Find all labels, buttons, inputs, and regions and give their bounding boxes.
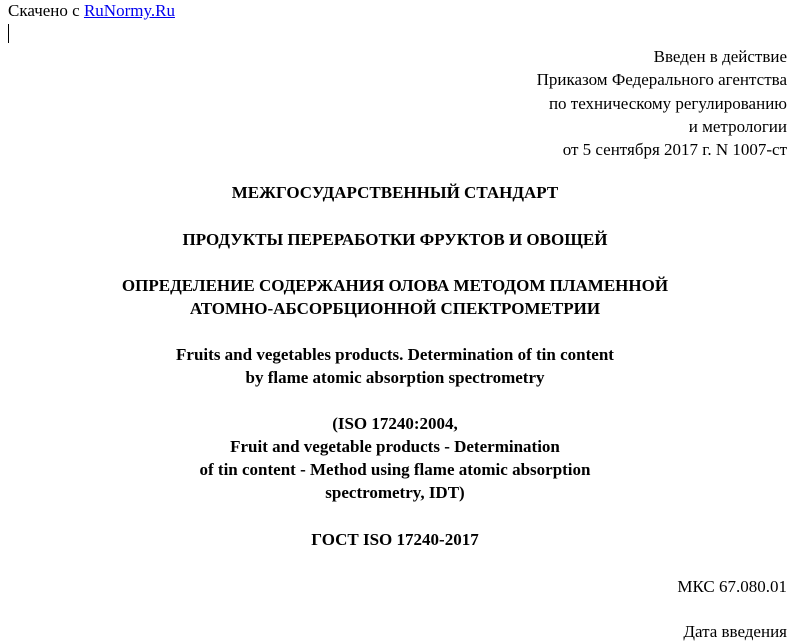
text-cursor — [8, 24, 9, 43]
standard-type: МЕЖГОСУДАРСТВЕННЫЙ СТАНДАРТ — [231, 183, 559, 202]
title-ru-heading — [0, 228, 790, 251]
download-source-prefix: Скачено с — [8, 1, 84, 20]
download-source-line — [8, 1, 175, 21]
adoption-line: по техническому регулированию — [548, 93, 787, 113]
subtitle-ru-line: АТОМНО-АБСОРБЦИОННОЙ СПЕКТРОМЕТРИИ — [189, 299, 601, 318]
title-en-line: Fruits and vegetables products. Determination of tin content — [176, 345, 614, 364]
runormy-link[interactable]: RuNormy.Ru — [83, 1, 175, 20]
intro-date-label: Дата введения — [683, 622, 787, 641]
adoption-block — [537, 45, 787, 161]
adoption-line: от 5 сентября 2017 г. N 1007-ст — [562, 140, 787, 160]
adoption-line: Введен в действие — [653, 47, 787, 66]
iso-reference-block — [0, 412, 790, 504]
title-ru: ПРОДУКТЫ ПЕРЕРАБОТКИ ФРУКТОВ И ОВОЩЕЙ — [182, 230, 608, 249]
iso-reference-line: (ISO 17240:2004, — [332, 414, 458, 433]
iso-reference-line: spectrometry, IDT) — [325, 483, 465, 502]
title-en-heading — [0, 343, 790, 389]
iso-reference-line: Fruit and vegetable products - Determination — [230, 437, 560, 456]
gost-number-heading — [0, 528, 790, 551]
iso-reference-line: of tin content - Method using flame atomic absorption — [199, 460, 591, 479]
subtitle-ru-line: ОПРЕДЕЛЕНИЕ СОДЕРЖАНИЯ ОЛОВА МЕТОДОМ ПЛАМЕННОЙ — [121, 276, 669, 295]
mks-code: МКС 67.080.01 — [677, 577, 787, 596]
gost-number: ГОСТ ISO 17240-2017 — [311, 530, 479, 549]
adoption-line: и метрологии — [688, 116, 787, 136]
title-en-line: by flame atomic absorption spectrometry — [245, 368, 545, 387]
subtitle-ru-heading — [0, 274, 790, 320]
adoption-line: Приказом Федерального агентства — [536, 70, 787, 90]
standard-type-heading — [0, 181, 790, 204]
